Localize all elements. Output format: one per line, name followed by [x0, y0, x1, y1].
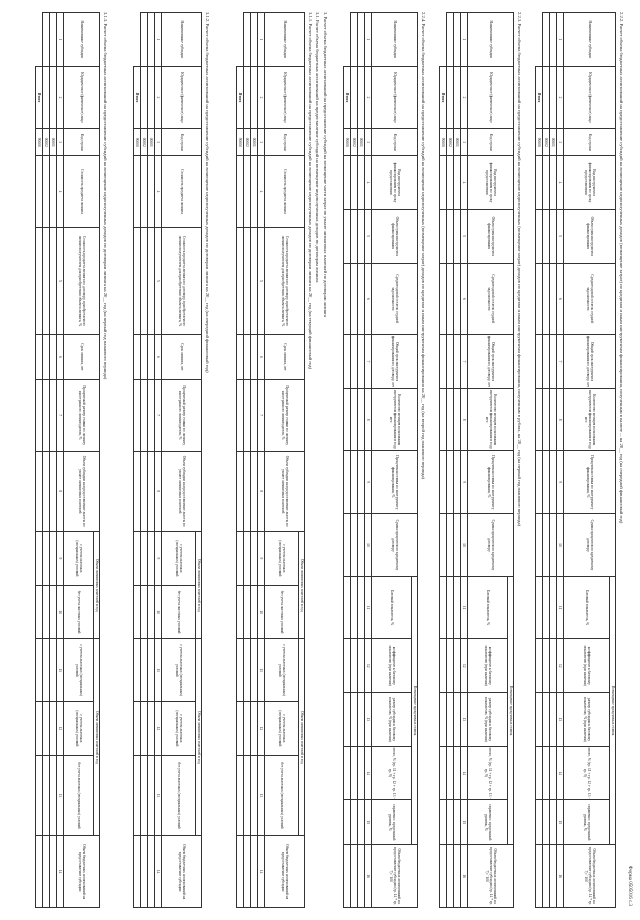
col-num: 15: [461, 800, 468, 845]
col-num: 8: [461, 388, 468, 451]
group-header: Объем лизинговых платежей в год: [196, 639, 202, 836]
header-cell: Срок лизинга, лет: [64, 335, 100, 380]
col-num: 13: [365, 693, 372, 747]
header-cell: Юридическое (физическое) лицо: [372, 66, 418, 129]
header-cell: Стоимость предмета лизинга по договору, приобретаемого лизингополучателем для приобретения объекта лизинга, %: [265, 227, 305, 334]
col-num: 10: [57, 585, 64, 639]
header-cell: Среднегодовой остаток ссудной задолженности: [372, 263, 418, 335]
col-num: 7: [57, 379, 64, 451]
section-title: 3.1.1. Расчет объема бюджетных ассигнований на предоставление субсидий на возмещение недополученных доходов по договорам лизинга на 20__ год (на текущий финансовый год): [307, 12, 313, 370]
table-3-1-1: [236, 12, 305, 908]
header-cell: Базовый показатель, %: [372, 576, 412, 639]
group-header: Объем лизинговых платежей в год: [196, 532, 202, 639]
col-num: 12: [155, 702, 162, 756]
header-cell: Наименование субсидии: [372, 13, 418, 67]
group-header: Объем лизинговых платежей в год: [299, 639, 305, 836]
col-num: 9: [57, 532, 64, 586]
header-cell: с учетом льготных (специальных) условий: [64, 532, 94, 586]
row-code: 00002: [447, 129, 454, 156]
header-cell: Общий срок инструмента финансирования по договору, лет: [372, 335, 418, 389]
header-cell: Наименование субсидии: [64, 13, 100, 67]
table-row: [543, 13, 550, 908]
section-title: 2.2.4. Расчет объема бюджетных ассигнований на предоставление субсидий на возмещение недополученных (возмещение затрат) доходов по кредитам и иным инструментам финансирования на 20__ год (на второй год планового периода): [421, 12, 426, 480]
header-cell: Код строки: [64, 129, 100, 156]
col-num: 9: [365, 451, 372, 514]
header-cell: Сумма процентов по кредитному договору: [372, 514, 418, 577]
header-cell: Стоимость предмета лизинга: [64, 156, 100, 228]
header-cell: с учетом льготных (специальных) условий: [265, 639, 299, 702]
col-num: 11: [57, 639, 64, 702]
header-cell: Наименование субсидии: [162, 13, 202, 67]
section-2-2-2: [535, 12, 624, 908]
header-cell: Объем бюджетных ассигнований на предоставление субсидии (гр. 14 * гр. 7) / 100: [468, 845, 514, 908]
table-3-1-3: [35, 12, 100, 908]
col-num: 12: [57, 702, 64, 756]
header-cell: Базовый показатель, %: [564, 576, 610, 639]
col-num: 13: [155, 755, 162, 836]
row-code: 00001: [148, 129, 155, 156]
col-num: 14: [461, 746, 468, 800]
section-3-1-2: [133, 12, 210, 908]
row-code: 00001: [251, 129, 258, 156]
col-num: 14: [365, 746, 372, 800]
col-num: 12: [258, 702, 265, 756]
col-num: 5: [557, 209, 564, 263]
header-cell: Вид инструмента финансирования по сроку предоставления: [564, 156, 616, 210]
header-cell: с учетом льготных (специальных) условий: [265, 532, 299, 586]
col-num: 4: [557, 156, 564, 210]
table-row: [50, 13, 57, 908]
col-num: 11: [557, 576, 564, 639]
col-num: 7: [365, 335, 372, 389]
col-num: 4: [258, 156, 265, 228]
total-label: Итого: [536, 66, 543, 129]
row-code: 00002: [244, 129, 251, 156]
header-cell: коэффициент к базовому показателю (при наличии): [372, 639, 412, 693]
col-num: 4: [365, 156, 372, 210]
header-cell: справочно: предельный уровень, %: [372, 800, 412, 845]
total-code: 90000: [134, 129, 141, 156]
header-cell: Юридическое (физическое) лицо: [468, 66, 514, 129]
header-cell: Процентный размер ставки по лизингу иностранного лизингодателя, %: [64, 379, 100, 451]
col-num: 1: [461, 13, 468, 67]
total-row: [36, 13, 43, 908]
col-num: 8: [365, 388, 372, 451]
header-cell: Общий срок инструмента финансирования по договору, лет: [564, 335, 616, 389]
col-num: 4: [155, 156, 162, 228]
col-num: 2: [365, 66, 372, 129]
header-cell: Юридическое (физическое) лицо: [265, 66, 305, 129]
col-num: 6: [557, 263, 564, 335]
col-num: 3: [461, 129, 468, 156]
table-row: [454, 13, 461, 908]
header-cell: размер субсидии к базовому показателю, % (при наличии): [468, 693, 508, 747]
table-row: [141, 13, 148, 908]
header-cell: Объем бюджетных ассигнований на предоставление субсидии: [162, 836, 202, 908]
col-num: 3: [365, 129, 372, 156]
col-num: 5: [155, 227, 162, 334]
header-cell: Срок лизинга, лет: [265, 335, 305, 380]
col-num: 1: [557, 13, 564, 67]
col-num: 8: [258, 451, 265, 532]
header-cell: Вид инструмента финансирования по сроку предоставления: [468, 156, 514, 210]
header-cell: Код строки: [564, 129, 616, 156]
row-code: 00002: [141, 129, 148, 156]
header-cell: справочно: предельный уровень, %: [564, 800, 610, 845]
header-cell: Сумма процентов по кредитному договору: [564, 514, 616, 577]
col-num: 8: [155, 451, 162, 532]
section-3-1-1: [236, 12, 328, 908]
table-row: [251, 13, 258, 908]
total-label: Итого: [344, 66, 351, 129]
col-num: 5: [365, 209, 372, 263]
row-code: 00001: [358, 129, 365, 156]
table-2-2-2: [535, 12, 616, 908]
total-label: Итого: [134, 66, 141, 129]
header-cell: Среднегодовой остаток ссудной задолженности: [468, 263, 514, 335]
header-cell: Объем бюджетных ассигнований на предоставление субсидии (гр. 14 * гр. 7) / 100: [372, 845, 418, 908]
col-num: 2: [57, 66, 64, 129]
section-3-1-3: [35, 12, 108, 908]
col-num: 6: [57, 335, 64, 380]
header-cell: Количество месяцев пользования инструментом финансирования в году, мес: [372, 388, 418, 451]
header-cell: размер субсидии к базовому показателю, % (при наличии): [372, 693, 412, 747]
header-cell: Стоимость предмета лизинга: [162, 156, 202, 228]
header-cell: коэффициент к базовому показателю (при наличии): [564, 639, 610, 693]
header-cell: Объем сумм инструмента финансирования: [468, 209, 514, 263]
header-cell: итого, % (гр. 11 + гр. 12 + гр. 13 - гр. 9): [468, 746, 508, 800]
header-cell: Объем субсидии на предоставление льготы по уплате лизинговых платежей: [64, 451, 100, 532]
table-row: [351, 13, 358, 908]
section-title: 2.2.2. Расчет объема бюджетных ассигнований на предоставление субсидий на возмещение недополученных доходов (возмещение затрат) по кредитам и иным инструментам финансирования, полученным в валюте ... на 20__ год (на очередной финансовый год): [619, 12, 624, 524]
col-num: 13: [557, 693, 564, 747]
col-num: 10: [365, 514, 372, 577]
header-cell: с учетом льготных (специальных) условий: [162, 639, 196, 702]
header-cell: Наименование субсидии: [265, 13, 305, 67]
col-num: 14: [557, 746, 564, 800]
col-num: 11: [258, 639, 265, 702]
total-code: 90000: [36, 129, 43, 156]
section-2-2-3: [439, 12, 522, 908]
col-num: 14: [258, 836, 265, 908]
total-label: Итого: [440, 66, 447, 129]
header-cell: без учета льготных (специальных) условий: [265, 755, 299, 836]
row-code: 00002: [351, 129, 358, 156]
header-cell: Стоимость предмета лизинга по договору, приобретаемого лизингополучателем для приобретения объекта лизинга, %: [64, 227, 100, 334]
header-cell: Объем бюджетных ассигнований на предоставление субсидии: [265, 836, 305, 908]
header-cell: справочно: предельный уровень, %: [468, 800, 508, 845]
table-row: [358, 13, 365, 908]
total-row: [344, 13, 351, 908]
total-row: [536, 13, 543, 908]
col-num: 3: [258, 129, 265, 156]
col-num: 3: [57, 129, 64, 156]
header-cell: Объем бюджетных ассигнований на предоставление субсидии (гр. 14 * гр. 7) / 100: [564, 845, 616, 908]
header-cell: Код строки: [162, 129, 202, 156]
header-cell: без учета льготных условий: [162, 585, 196, 639]
col-num: 3: [155, 129, 162, 156]
group-header: Возмещение процентных ставок: [610, 576, 616, 844]
header-cell: Объем сумм инструмента финансирования: [372, 209, 418, 263]
group-header: Объем лизинговых платежей в год: [299, 532, 305, 639]
row-code: 00001: [454, 129, 461, 156]
total-row: [237, 13, 244, 908]
total-code: 90000: [237, 129, 244, 156]
header-cell: Процентная ставка по инструменту финансирования, %: [564, 451, 616, 514]
header-cell: Объем бюджетных ассигнований на предоставление субсидии: [64, 836, 100, 908]
header-cell: Срок лизинга, лет: [162, 335, 202, 380]
section-title: 3.1.3. Расчет объема бюджетных ассигнований на предоставление субсидий на возмещение недополученных доходов по договорам лизинга на 20__ год (на первый год планового периода): [103, 12, 108, 380]
col-num: 2: [557, 66, 564, 129]
total-code: 90000: [536, 129, 543, 156]
col-num: 7: [557, 335, 564, 389]
col-num: 6: [155, 335, 162, 380]
total-row: [134, 13, 141, 908]
header-cell: Юридическое (физическое) лицо: [162, 66, 202, 129]
col-num: 15: [365, 800, 372, 845]
col-num: 6: [461, 263, 468, 335]
col-num: 1: [57, 13, 64, 67]
col-num: 6: [258, 335, 265, 380]
col-num: 11: [461, 576, 468, 639]
col-num: 12: [365, 639, 372, 693]
col-num: 16: [461, 845, 468, 908]
col-num: 9: [461, 451, 468, 514]
header-cell: Процентный размер ставки по лизингу иностранного лизингодателя, %: [265, 379, 305, 451]
col-num: 5: [258, 227, 265, 334]
col-num: 13: [258, 755, 265, 836]
header-cell: итого, % (гр. 11 + гр. 12 + гр. 13 - гр. 9): [564, 746, 610, 800]
header-cell: Юридическое (физическое) лицо: [564, 66, 616, 129]
header-cell: Код строки: [468, 129, 514, 156]
col-num: 2: [155, 66, 162, 129]
col-num: 8: [57, 451, 64, 532]
section-title-3-1: 3.1. Расчет объема бюджетных ассигнований на предоставление субсидий на возмещение недополученных доходов по договорам лизинга: [315, 12, 321, 283]
col-num: 14: [155, 836, 162, 908]
row-code: 00001: [50, 129, 57, 156]
section-title-3: 3. Расчет объема бюджетных ассигнований на предоставление субсидий на возмещение части затрат по уплате лизинговых платежей по договорам лизинга: [323, 12, 328, 318]
header-cell: Наименование субсидии: [564, 13, 616, 67]
total-label: Итого: [36, 66, 43, 129]
header-cell: Юридическое (физическое) лицо: [64, 66, 100, 129]
col-num: 7: [258, 379, 265, 451]
col-num: 7: [155, 379, 162, 451]
table-3-1-2: [133, 12, 202, 908]
header-cell: Код строки: [372, 129, 418, 156]
row-code: 00001: [550, 129, 557, 156]
header-cell: Процентный размер ставки по лизингу иностранного лизингодателя, %: [162, 379, 202, 451]
row-code: 00002: [43, 129, 50, 156]
header-cell: с учетом льготных (специальных) условий: [64, 702, 94, 756]
col-num: 7: [461, 335, 468, 389]
col-num: 9: [155, 532, 162, 586]
col-num: 2: [461, 66, 468, 129]
header-cell: Объем субсидии на предоставление льготы по уплате лизинговых платежей: [265, 451, 305, 532]
col-num: 4: [461, 156, 468, 210]
header-cell: с учетом льготных (специальных) условий: [162, 702, 196, 756]
form-code: Форма 0505016 с.3: [627, 865, 632, 906]
col-num: 3: [557, 129, 564, 156]
table-row: [43, 13, 50, 908]
header-cell: с учетом льготных (специальных) условий: [265, 702, 299, 756]
col-num: 2: [258, 66, 265, 129]
total-code: 90000: [344, 129, 351, 156]
table-row: [550, 13, 557, 908]
col-num: 15: [557, 800, 564, 845]
group-header: Объем лизинговых платежей в год: [94, 532, 100, 639]
group-header: Объем лизинговых платежей в год: [94, 639, 100, 836]
group-header: Возмещение процентных ставок: [412, 576, 418, 844]
col-num: 1: [155, 13, 162, 67]
col-num: 1: [258, 13, 265, 67]
header-cell: Базовый показатель, %: [468, 576, 508, 639]
total-row: [440, 13, 447, 908]
table-row: [244, 13, 251, 908]
header-cell: Процентная ставка по инструменту финансирования, %: [372, 451, 418, 514]
header-cell: с учетом льготных (специальных) условий: [64, 639, 94, 702]
header-cell: Количество месяцев пользования инструментом финансирования в году, мес: [564, 388, 616, 451]
header-cell: коэффициент к базовому показателю (при наличии): [468, 639, 508, 693]
col-num: 5: [461, 209, 468, 263]
group-header: Возмещение процентных ставок: [508, 576, 514, 844]
header-cell: Объем субсидии на предоставление льготы по уплате лизинговых платежей: [162, 451, 202, 532]
table-2-2-3: [439, 12, 514, 908]
col-num: 10: [258, 585, 265, 639]
header-cell: без учета льготных условий: [64, 585, 94, 639]
col-num: 8: [557, 388, 564, 451]
col-num: 1: [365, 13, 372, 67]
header-cell: Процентная ставка по инструменту финансирования, %: [468, 451, 514, 514]
section-2-2-4: [343, 12, 426, 908]
col-num: 9: [557, 451, 564, 514]
col-num: 13: [461, 693, 468, 747]
header-cell: Общий срок инструмента финансирования по договору, лет: [468, 335, 514, 389]
col-num: 10: [557, 514, 564, 577]
header-cell: Код строки: [265, 129, 305, 156]
table-row: [148, 13, 155, 908]
header-cell: Сумма процентов по кредитному договору: [468, 514, 514, 577]
header-cell: Среднегодовой остаток ссудной задолженности: [564, 263, 616, 335]
header-cell: Вид инструмента финансирования по сроку предоставления: [372, 156, 418, 210]
col-num: 5: [57, 227, 64, 334]
col-num: 10: [461, 514, 468, 577]
header-cell: Количество месяцев пользования инструментом финансирования в году, мес: [468, 388, 514, 451]
header-cell: Наименование субсидии: [468, 13, 514, 67]
col-num: 14: [57, 836, 64, 908]
col-num: 16: [557, 845, 564, 908]
table-2-2-4: [343, 12, 418, 908]
section-title: 2.2.3. Расчет объема бюджетных ассигнований на предоставление субсидий на возмещение недополученных (возмещение затрат) доходов по кредитам и иным инструментам финансирования, полученным в рублях, на 20__ год (на первый год планового периода): [517, 12, 522, 527]
col-num: 12: [557, 639, 564, 693]
total-code: 90000: [440, 129, 447, 156]
header-cell: с учетом льготных (специальных) условий: [162, 532, 196, 586]
total-label: Итого: [237, 66, 244, 129]
col-num: 6: [365, 263, 372, 335]
col-num: 9: [258, 532, 265, 586]
col-num: 11: [155, 639, 162, 702]
header-cell: без учета льготных (специальных) условий: [162, 755, 196, 836]
col-num: 12: [461, 639, 468, 693]
row-code: 00002: [543, 129, 550, 156]
col-num: 4: [57, 156, 64, 228]
header-cell: без учета льготных (специальных) условий: [64, 755, 94, 836]
table-row: [447, 13, 454, 908]
header-cell: Объем сумм инструмента финансирования: [564, 209, 616, 263]
header-cell: итого, % (гр. 11 + гр. 12 + гр. 13 - гр. 9): [372, 746, 412, 800]
col-num: 10: [155, 585, 162, 639]
col-num: 13: [57, 755, 64, 836]
header-cell: размер субсидии к базовому показателю, % (при наличии): [564, 693, 610, 747]
header-cell: Стоимость предмета лизинга: [265, 156, 305, 228]
col-num: 16: [365, 845, 372, 908]
header-cell: Стоимость предмета лизинга по договору, приобретаемого лизингополучателем для приобретения объекта лизинга, %: [162, 227, 202, 334]
col-num: 11: [365, 576, 372, 639]
header-cell: без учета льготных условий: [265, 585, 299, 639]
section-title: 3.1.2. Расчет объема бюджетных ассигнований на предоставление субсидий на возмещение недополученных доходов по договорам лизинга на 20__ год (на очередной финансовый год): [205, 12, 210, 373]
